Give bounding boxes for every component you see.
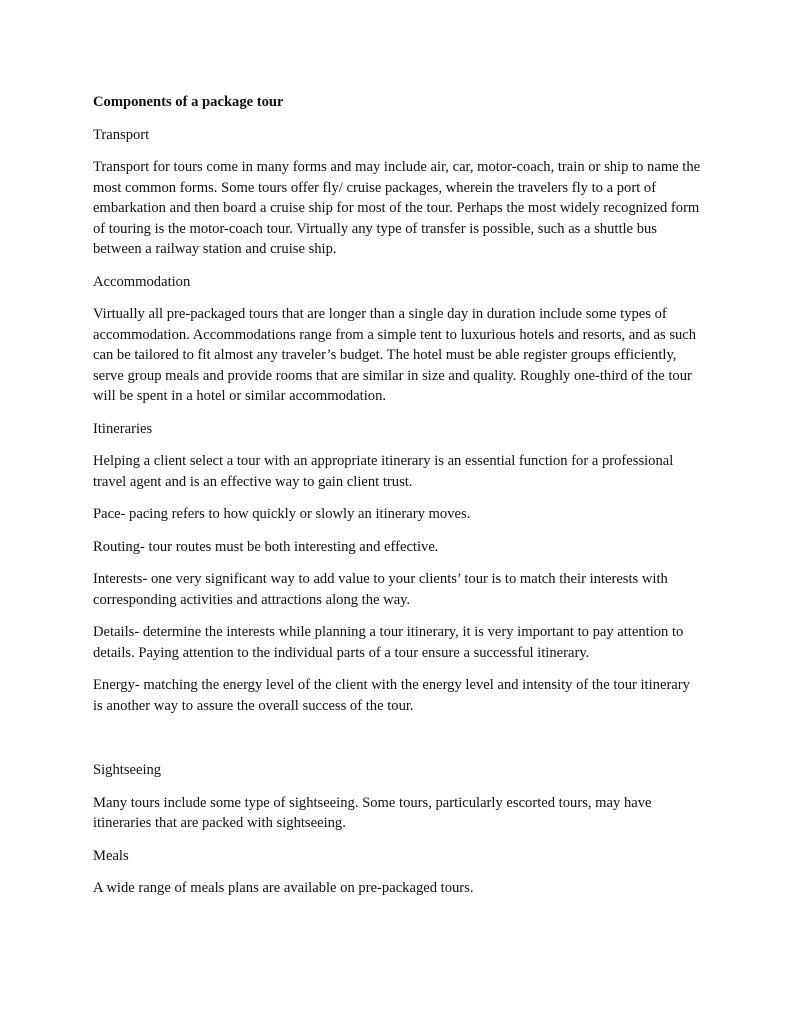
accommodation-heading: Accommodation bbox=[93, 273, 191, 290]
document-page bbox=[93, 92, 703, 911]
interests-paragraph: Interests- one very significant way to add value to your clients’ tour is to match their interests with corresponding activities and attractions along the way. bbox=[93, 571, 668, 608]
details-paragraph: Details- determine the interests while planning a tour itinerary, it is very important to pay attention to details. Paying attention to the individual parts of a tour ensure a successful itinerary. bbox=[93, 624, 684, 661]
sightseeing-heading: Sightseeing bbox=[93, 762, 162, 778]
sightseeing-paragraph: Many tours include some type of sightseeing. Some tours, particularly escorted tours, may have itineraries that are packed with sightseeing. bbox=[93, 794, 652, 831]
pace-paragraph: Pace- pacing refers to how quickly or slowly an itinerary moves. bbox=[93, 506, 471, 522]
routing-paragraph: Routing- tour routes must be both interesting and effective. bbox=[93, 538, 439, 555]
blank-space bbox=[93, 728, 703, 760]
meals-paragraph: A wide range of meals plans are available on pre-packaged tours. bbox=[93, 880, 474, 896]
accommodation-paragraph: Virtually all pre-packaged tours that are longer than a single day in duration include some types of accommodation. Accommodations range from a simple tent to luxurious hotels and resorts, and as such can be tailored to fit almost any traveler’s budget. The hotel must be able register groups efficiently, serve group meals and provide rooms that are similar in size and quality. Roughly one-third of the tour will be spent in a hotel or similar accommodation. bbox=[93, 306, 697, 404]
transport-paragraph: Transport for tours come in many forms and may include air, car, motor-coach, train or ship to name the most common forms. Some tours offer fly/ cruise packages, wherein the travelers fly to a port of embarkation and then board a cruise ship for most of the tour. Perhaps the most widely recognized form of touring is the motor-coach tour. Virtually any type of transfer is possible, such as a shuttle bus between a railway station and cruise ship. bbox=[93, 159, 701, 257]
transport-heading: Transport bbox=[93, 126, 150, 143]
document-title: Components of a package tour bbox=[93, 94, 284, 110]
itineraries-heading: Itineraries bbox=[93, 420, 153, 437]
meals-heading: Meals bbox=[93, 847, 129, 864]
itineraries-paragraph: Helping a client select a tour with an appropriate itinerary is an essential function for a professional travel agent and is an effective way to gain client trust. bbox=[93, 453, 674, 490]
energy-paragraph: Energy- matching the energy level of the client with the energy level and intensity of the tour itinerary is another way to assure the overall success of the tour. bbox=[93, 677, 690, 714]
